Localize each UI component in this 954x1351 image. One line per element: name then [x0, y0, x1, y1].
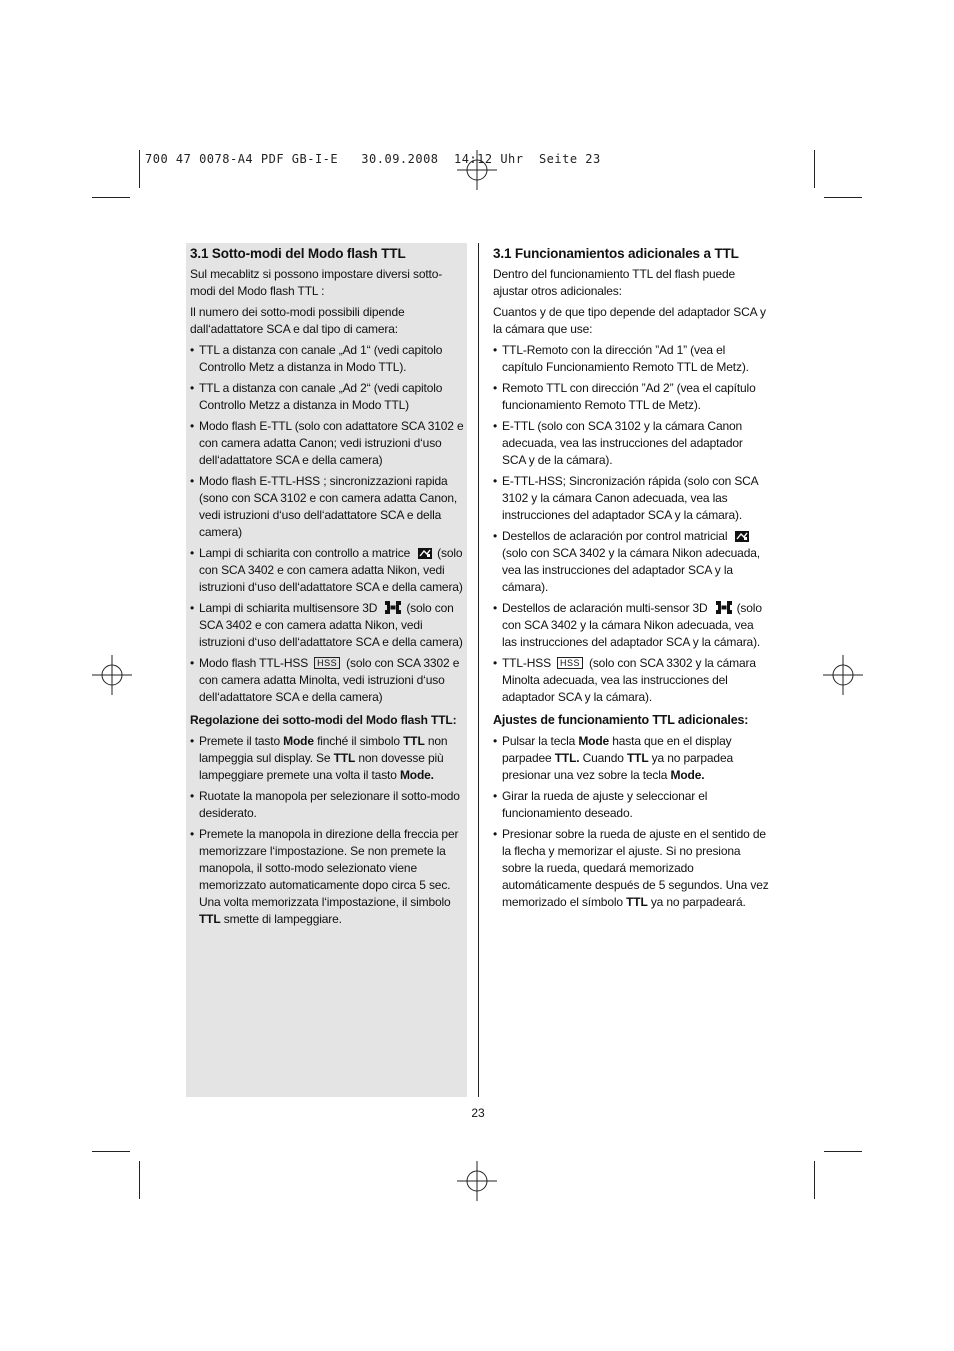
paragraph: Sul mecablitz si possono impostare diversi sotto-modi del Modo flash TTL :: [190, 267, 443, 298]
list-item: [493, 600, 769, 651]
crop-mark: [139, 150, 140, 188]
registration-mark-bottom-icon: [457, 1161, 497, 1201]
list-item: [190, 545, 465, 596]
list-item: [190, 655, 465, 706]
print-slug: 700 47 0078-A4 PDF GB-I-E 30.09.2008 14:12 Uhr Seite 23: [145, 152, 601, 166]
step-text: smette di lampeggiare.: [220, 912, 342, 926]
list-item: [190, 733, 465, 784]
section-title: 3.1 Sotto-modi del Modo flash TTL: [190, 246, 406, 261]
step-text: finché il simbolo: [313, 734, 404, 748]
key-ttl: TTL: [626, 751, 649, 765]
list-item-text: Lampi di schiarita multisensore 3D: [199, 601, 378, 615]
steps-list: [493, 733, 769, 911]
step-text: non dovesse più lampeggiare premete una volta il tasto: [199, 751, 444, 782]
matrix-fill-flash-icon: [735, 531, 749, 542]
list-item: • Ruotate la manopola per selezionare il sotto-modo desiderato.: [190, 788, 465, 822]
step-text: Premete il tasto: [199, 734, 284, 748]
list-item: • TTL-Remoto con la dirección ”Ad 1” (vea el capítulo Funcionamiento Remoto TTL de Metz).: [493, 342, 769, 376]
key-ttl: TTL: [626, 895, 648, 909]
key-mode: Mode: [283, 734, 314, 748]
key-mode: Mode: [578, 734, 610, 748]
submode-list: [493, 342, 769, 706]
list-item: • Remoto TTL con dirección ”Ad 2” (vea el capítulo funcionamiento Remoto TTL de Metz).: [493, 380, 769, 414]
step-text: hasta que en el display parpadee: [502, 734, 732, 765]
multisensor-3d-icon: [385, 601, 401, 614]
submode-list: [190, 342, 465, 706]
step-text: Pulsar la tecla: [502, 734, 579, 748]
key-ttl: TTL: [333, 751, 356, 765]
paragraph: Cuantos y de que tipo depende del adaptador SCA y la cámara que use:: [493, 305, 766, 336]
paragraph: Dentro del funcionamiento TTL del flash puede ajustar otros adicionales:: [493, 267, 736, 298]
list-item-text: (solo con SCA 3302 y la cámara Minolta adecuada, vea las instrucciones del adaptador SCA y la cámara).: [502, 656, 756, 704]
matrix-fill-flash-icon: [418, 548, 432, 559]
paragraph: Il numero dei sotto-modi possibili dipende dall‘adattatore SCA e dal tipo di camera:: [190, 305, 405, 336]
left-column: [190, 245, 465, 932]
step-text: non lampeggia sul display. Se: [199, 734, 448, 765]
list-item: • TTL a distanza con canale „Ad 1“ (vedi capitolo Controllo Metz a distanza in Modo TTL).: [190, 342, 465, 376]
list-item: [190, 826, 465, 928]
step-text: Cuando: [579, 751, 627, 765]
key-mode: Mode.: [399, 768, 434, 782]
list-item: • E-TTL-HSS; Sincronización rápida (solo con SCA 3102 y la cámara Canon adecuada, vea las instrucciones del adaptador SCA y la cámara).: [493, 473, 769, 524]
step-text: ya no parpadea presionar una vez sobre la tecla: [502, 751, 733, 782]
hss-symbol: HSS: [314, 657, 340, 669]
right-column: [493, 245, 769, 915]
list-item-text: Destellos de aclaración por control matricial: [502, 529, 728, 543]
subsection-title: Ajustes de funcionamiento TTL adicionales:: [493, 713, 749, 727]
multisensor-3d-icon: [716, 601, 732, 614]
list-item-text: Destellos de aclaración multi-sensor 3D: [502, 601, 708, 615]
key-ttl: TTL: [199, 912, 221, 926]
list-item: [190, 600, 465, 651]
crop-mark: [814, 1161, 815, 1199]
registration-mark-right-icon: [823, 655, 863, 695]
step-text: Presionar sobre la rueda de ajuste en el sentido de la flecha y memorizar el ajuste. Si no presiona sobre la rueda, quedará memorizado automáticamente después de 5 segundos. Una vez memorizado el símbolo: [502, 827, 769, 909]
list-item: • E-TTL (solo con SCA 3102 y la cámara Canon adecuada, vea las instrucciones del adaptador SCA y de la cámara).: [493, 418, 769, 469]
step-text: ya no parpadeará.: [647, 895, 746, 909]
list-item: • Girar la rueda de ajuste y seleccionar el funcionamiento deseado.: [493, 788, 769, 822]
list-item-text: (solo con SCA 3402 e con camera adatta Nikon, vedi istruzioni d‘uso dell‘adattatore SCA e della camera): [199, 546, 463, 594]
list-item-text: TTL-HSS: [502, 656, 551, 670]
list-item: [493, 733, 769, 784]
list-item-text: (solo con SCA 3402 e con camera adatta Nikon, vedi istruzioni d‘uso dell‘adattatore SCA e della camera): [199, 601, 463, 649]
list-item-text: (solo con SCA 3402 y la cámara Nikon adecuada, vea las instrucciones del adaptador SCA y la cámara).: [502, 601, 762, 649]
column-divider: [478, 243, 479, 1097]
section-title: 3.1 Funcionamientos adicionales a TTL: [493, 246, 739, 261]
step-text: Premete la manopola in direzione della freccia per memorizzare l‘impostazione. Se non premete la manopola, il sotto-modo selezionato viene memorizzato automaticamente dopo circa 5 sec. Una volta memorizzata l‘impostazione, il simbolo: [199, 827, 459, 909]
crop-mark: [92, 197, 130, 198]
list-item: [493, 655, 769, 706]
page-number: 23: [471, 1106, 485, 1120]
key-ttl: TTL: [403, 734, 425, 748]
list-item: • TTL a distanza con canale „Ad 2“ (vedi capitolo Controllo Metzz a distanza in Modo TTL): [190, 380, 465, 414]
list-item: • Modo flash E-TTL (solo con adattatore SCA 3102 e con camera adatta Canon; vedi istruzioni d‘uso dell‘adattatore SCA e della camera): [190, 418, 465, 469]
crop-mark: [824, 197, 862, 198]
registration-mark-left-icon: [92, 655, 132, 695]
list-item-text: Lampi di schiarita con controllo a matrice: [199, 546, 411, 560]
list-item-text: (solo con SCA 3302 e con camera adatta Minolta, vedi istruzioni d‘uso dell‘adattatore SCA e della camera): [199, 656, 460, 704]
steps-list: [190, 733, 465, 928]
list-item-text: Modo flash TTL-HSS: [199, 656, 309, 670]
hss-symbol: HSS: [557, 657, 583, 669]
crop-mark: [92, 1151, 130, 1152]
crop-mark: [139, 1161, 140, 1199]
crop-mark: [814, 150, 815, 188]
registration-mark-top-icon: [457, 150, 497, 190]
key-mode: Mode.: [670, 768, 705, 782]
subsection-title: Regolazione dei sotto-modi del Modo flash TTL:: [190, 713, 457, 727]
crop-mark: [824, 1151, 862, 1152]
list-item: • Modo flash E-TTL-HSS ; sincronizzazioni rapida (sono con SCA 3102 e con camera adatta Canon, vedi istruzioni d‘uso dell‘adattatore SCA e della camera): [190, 473, 465, 541]
list-item: [493, 528, 769, 596]
list-item: [493, 826, 769, 911]
key-ttl: TTL.: [554, 751, 580, 765]
list-item-text: (solo con SCA 3402 y la cámara Nikon adecuada, vea las instrucciones del adaptador SCA y la cámara).: [502, 546, 760, 594]
